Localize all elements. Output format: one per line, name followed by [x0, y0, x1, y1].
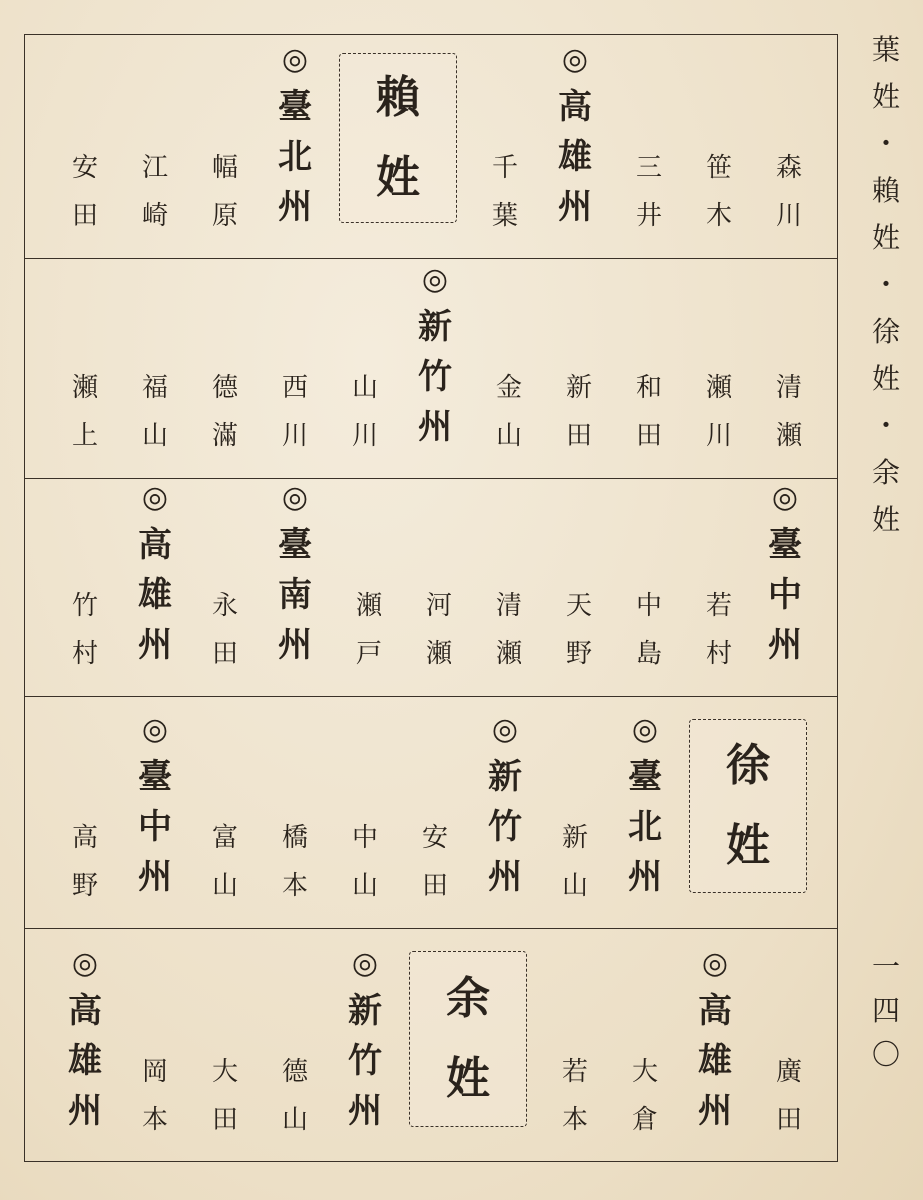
prefecture-heading: ◎ 臺 中 州 — [768, 480, 802, 665]
name-entry: 岡 本 — [141, 1057, 168, 1135]
name-entry: 德 山 — [281, 1057, 308, 1135]
name-entry: 富 山 — [211, 823, 238, 901]
name-entry: 中 島 — [635, 591, 662, 669]
name-entry: 高 野 — [71, 823, 98, 901]
prefecture-heading: ◎ 臺 北 州 — [628, 712, 662, 897]
name-entry: 山 川 — [351, 373, 378, 451]
band-2 — [25, 259, 837, 479]
page-title: 葉 姓 ・ 賴 姓 ・ 徐 姓 ・ 余 姓 — [871, 33, 900, 536]
page-number: 一 四 〇 — [871, 950, 900, 1071]
name-entry: 三 井 — [635, 153, 662, 231]
band-lai-surname — [25, 35, 837, 259]
name-entry: 瀬 上 — [71, 373, 98, 451]
name-entry: 若 村 — [705, 591, 732, 669]
name-entry: 千 葉 — [491, 153, 518, 231]
name-entry: 德 滿 — [211, 373, 238, 451]
prefecture-heading: ◎ 高 雄 州 — [138, 480, 172, 665]
name-entry: 和 田 — [635, 373, 662, 451]
prefecture-heading: ◎ 臺 南 州 — [278, 480, 312, 665]
name-entry: 安 田 — [421, 823, 448, 901]
prefecture-heading: ◎ 新 竹 州 — [348, 946, 382, 1131]
name-entry: 金 山 — [495, 373, 522, 451]
prefecture-heading: ◎ 臺 北 州 — [278, 42, 312, 227]
name-entry: 廣 田 — [775, 1057, 802, 1135]
name-entry: 橋 本 — [281, 823, 308, 901]
name-entry: 瀬 戸 — [355, 591, 382, 669]
name-entry: 福 山 — [141, 373, 168, 451]
name-entry: 新 田 — [565, 373, 592, 451]
name-entry: 笹 木 — [705, 153, 732, 231]
name-entry: 大 田 — [211, 1057, 238, 1135]
band-xu-surname — [25, 697, 837, 929]
register-frame — [24, 34, 838, 1162]
prefecture-heading: ◎ 高 雄 州 — [68, 946, 102, 1131]
name-entry: 河 瀬 — [425, 591, 452, 669]
name-entry: 永 田 — [211, 591, 238, 669]
name-entry: 森 川 — [775, 153, 802, 231]
name-entry: 竹 村 — [71, 591, 98, 669]
surname-box-yu: 余 姓 — [409, 951, 527, 1127]
band-yu-surname — [25, 929, 837, 1162]
prefecture-heading: ◎ 新 竹 州 — [488, 712, 522, 897]
name-entry: 江 崎 — [141, 153, 168, 231]
prefecture-heading: ◎ 臺 中 州 — [138, 712, 172, 897]
name-entry: 安 田 — [71, 153, 98, 231]
name-entry: 天 野 — [565, 591, 592, 669]
name-entry: 大 倉 — [631, 1057, 658, 1135]
prefecture-heading: ◎ 新 竹 州 — [418, 262, 452, 447]
name-entry: 幅 原 — [211, 153, 238, 231]
prefecture-heading: ◎ 高 雄 州 — [558, 42, 592, 227]
band-3 — [25, 479, 837, 697]
name-entry: 中 山 — [351, 823, 378, 901]
name-entry: 瀬 川 — [705, 373, 732, 451]
name-entry: 西 川 — [281, 373, 308, 451]
surname-box-lai: 賴 姓 — [339, 53, 457, 223]
name-entry: 若 本 — [561, 1057, 588, 1135]
surname-box-xu: 徐 姓 — [689, 719, 807, 893]
prefecture-heading: ◎ 高 雄 州 — [698, 946, 732, 1131]
name-entry: 清 瀬 — [495, 591, 522, 669]
name-entry: 清 瀬 — [775, 373, 802, 451]
name-entry: 新 山 — [561, 823, 588, 901]
